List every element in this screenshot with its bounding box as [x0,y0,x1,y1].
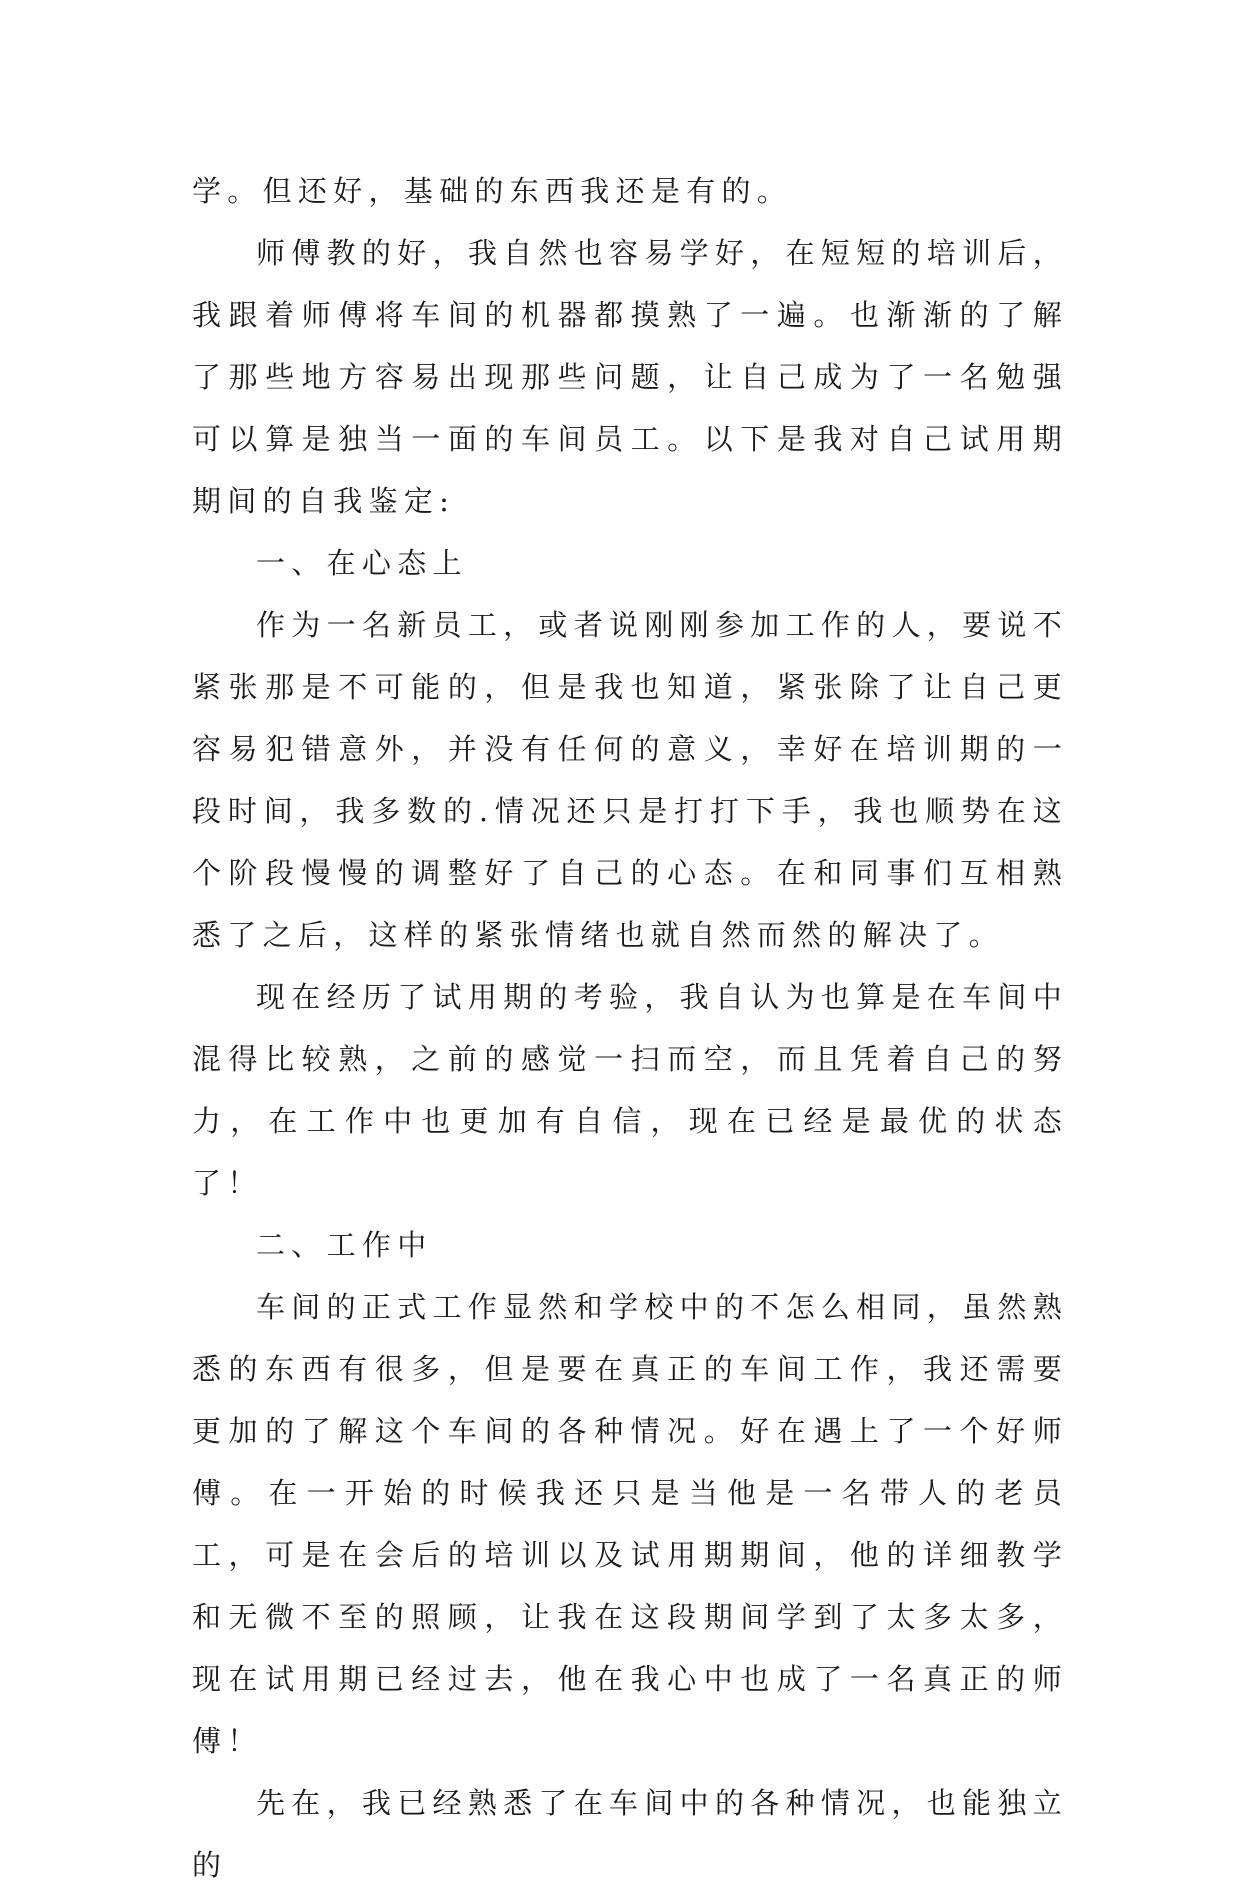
paragraph-4: 现在经历了试用期的考验，我自认为也算是在车间中混得比较熟，之前的感觉一扫而空，而且凭着自己的努力，在工作中也更加有自信，现在已经是最优的状态了！ [192,980,1068,1200]
paragraph-2: 师傅教的好，我自然也容易学好，在短短的培训后，我跟着师傅将车间的机器都摸熟了一遍。也渐渐的了解了那些地方容易出现那些问题，让自己成为了一名勉强可以算是独当一面的车间员工。以下是我对自己试用期期间的自我鉴定: [192,236,1068,518]
paragraph-6: 先在，我已经熟悉了在车间中的各种情况，也能独立的 [192,1786,1068,1882]
section-heading-work: 二、工作中 [256,1228,433,1262]
document-body [192,160,1068,1896]
paragraph-1: 学。但还好，基础的东西我还是有的。 [192,174,793,208]
paragraph-5: 车间的正式工作显然和学校中的不怎么相同，虽然熟悉的东西有很多，但是要在真正的车间工作，我还需要更加的了解这个车间的各种情况。好在遇上了一个好师傅。在一开始的时候我还只是当他是一名带人的老员工，可是在会后的培训以及试用期期间，他的详细教学和无微不至的照顾，让我在这段期间学到了太多太多，现在试用期已经过去，他在我心中也成了一名真正的师傅！ [192,1290,1068,1758]
paragraph-3: 作为一名新员工，或者说刚刚参加工作的人，要说不紧张那是不可能的，但是我也知道，紧张除了让自己更容易犯错意外，并没有任何的意义，幸好在培训期的一段时间，我多数的.情况还只是打打下手，我也顺势在这个阶段慢慢的调整好了自己的心态。在和同事们互相熟悉了之后，这样的紧张情绪也就自然而然的解决了。 [192,608,1068,952]
section-heading-mindset: 一、在心态上 [256,546,468,580]
